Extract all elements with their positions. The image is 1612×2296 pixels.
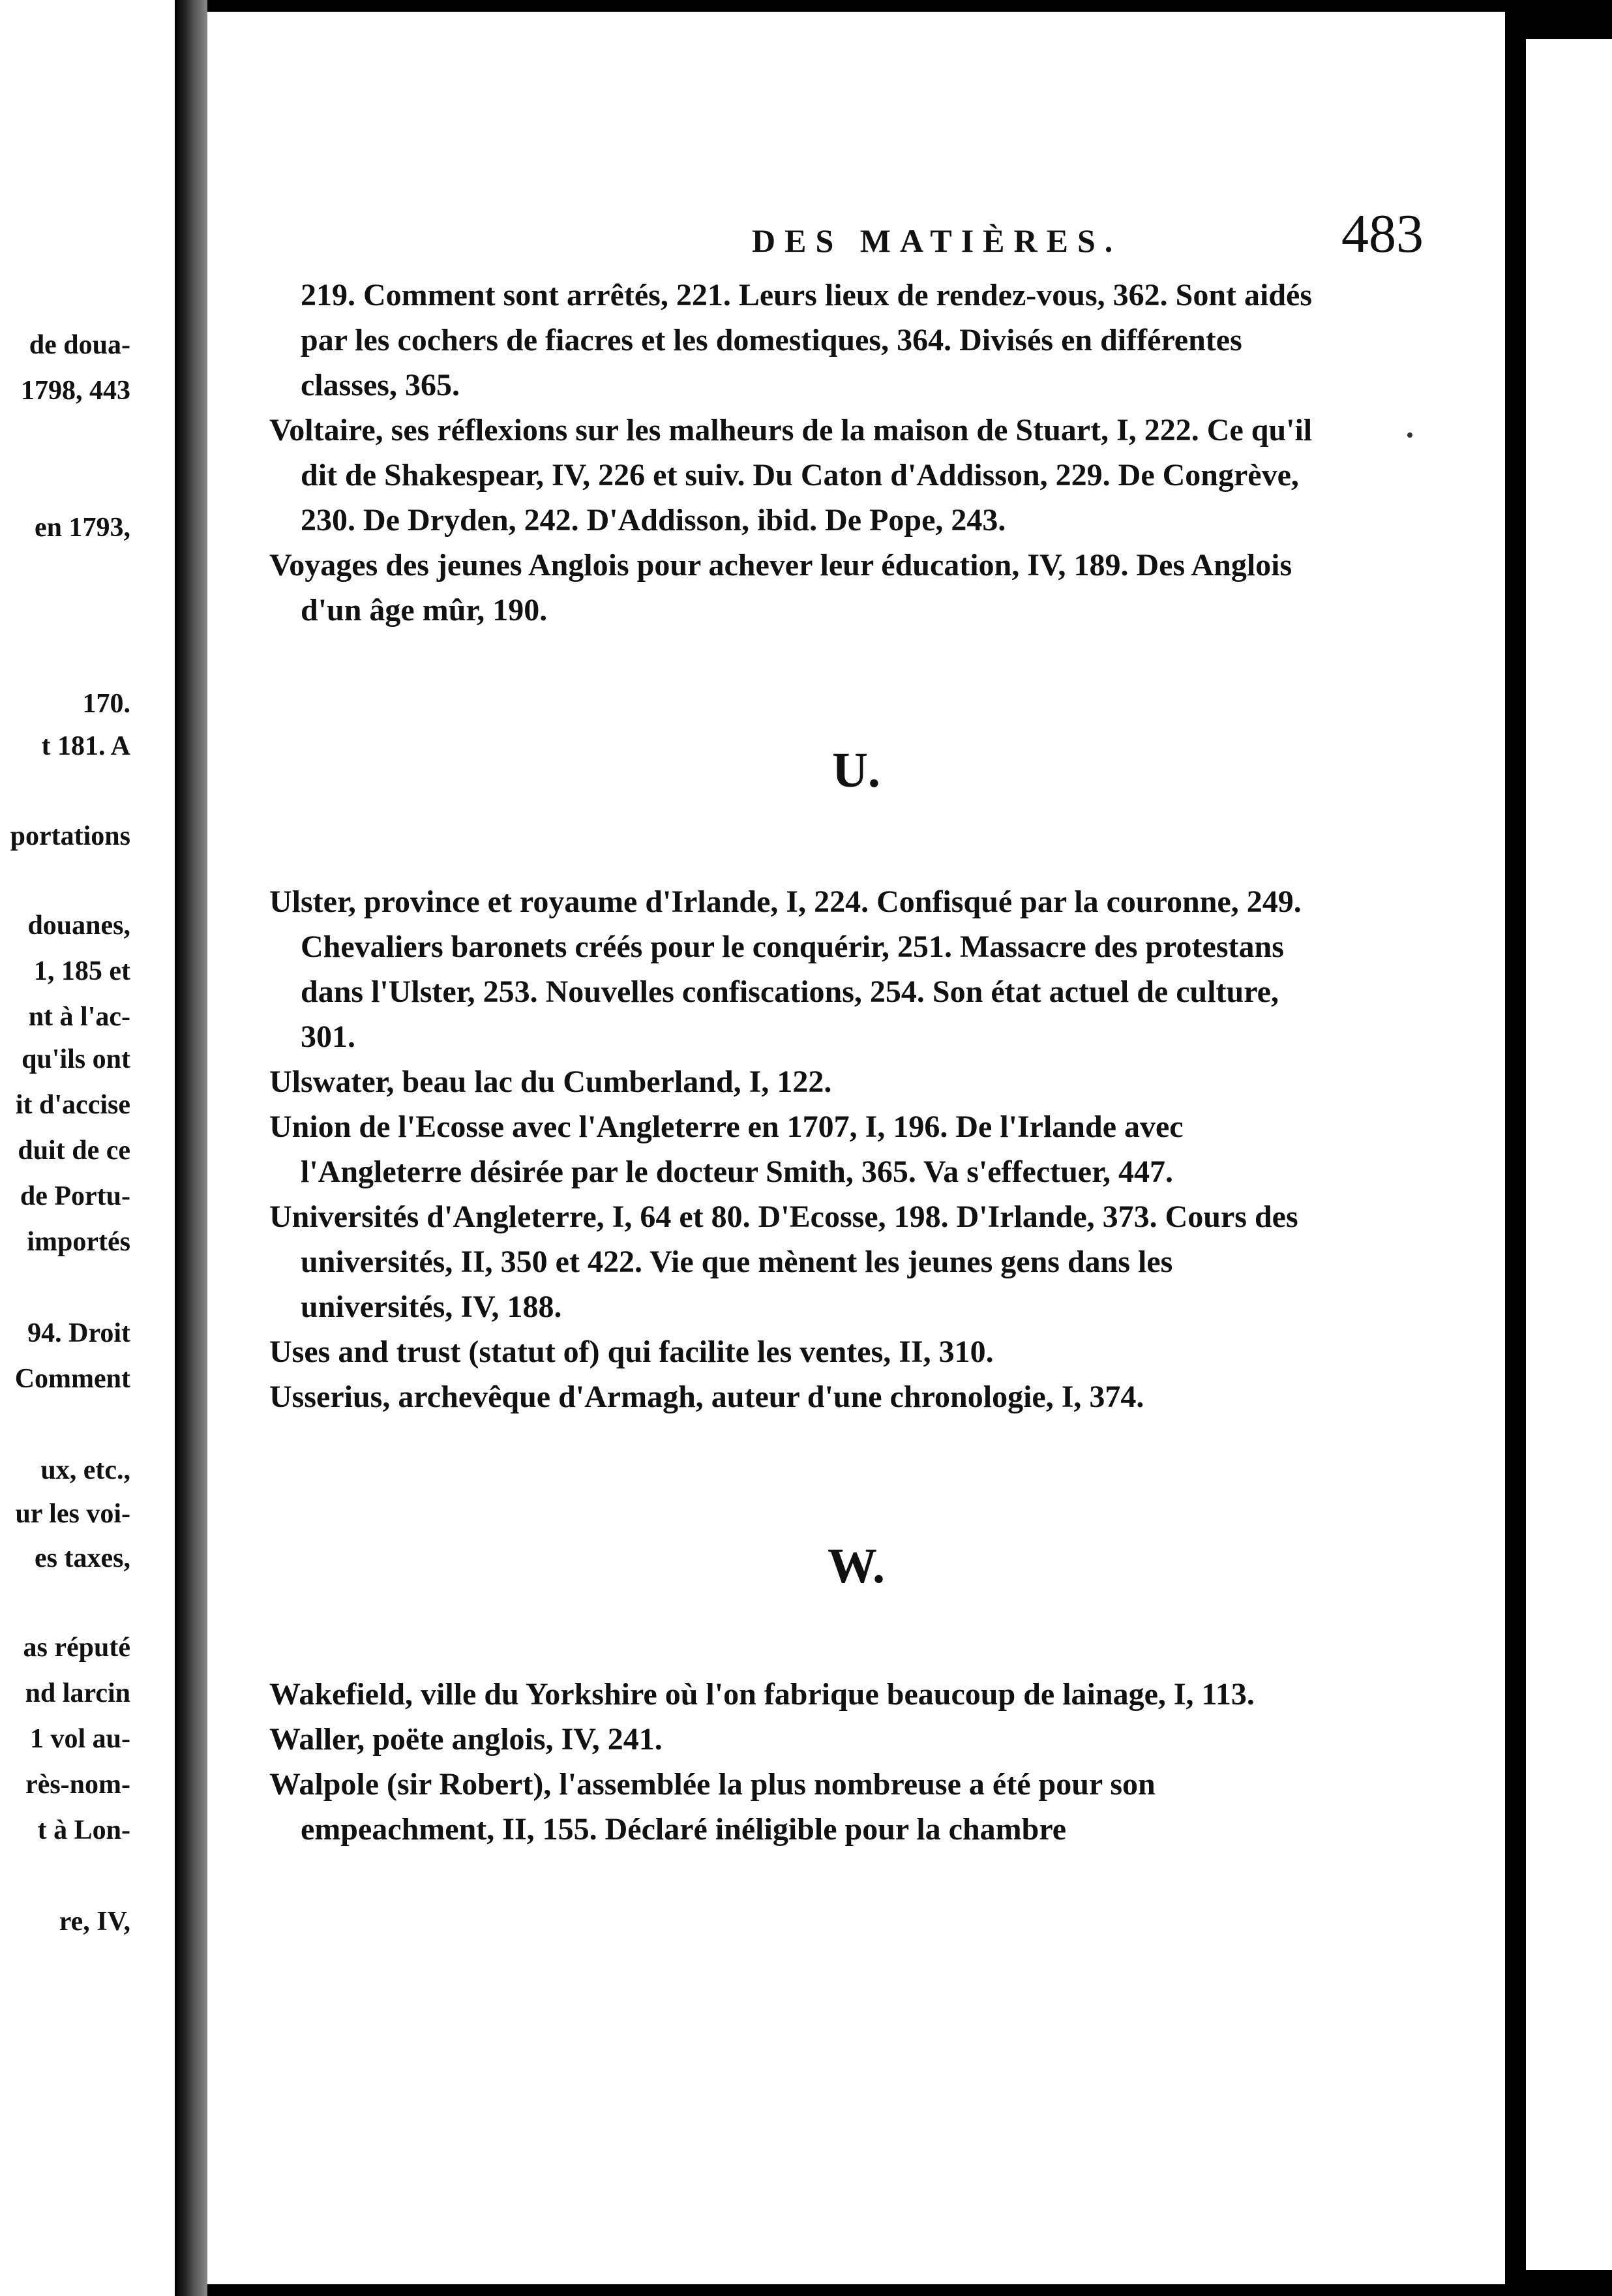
index-entry: Ulster, province et royaume d'Irlande, I, 224. Confisqué par la couronne, 249. Chevaliers baronets créés pour le conquérir, 251. Massacre des protestans dans l'Ulster, 253. Nouvelles confiscations, 254. Son état actuel de culture, 301. bbox=[269, 884, 1302, 1054]
index-entry: Walpole (sir Robert), l'assemblée la plus nombreuse a été pour son empeachment, II, 155. Déclaré inéligible pour la chambre bbox=[269, 1767, 1156, 1847]
index-block-top bbox=[269, 273, 1313, 633]
index-entry: Union de l'Ecosse avec l'Angleterre en 1707, I, 196. De l'Irlande avec l'Angleterre désirée par le docteur Smith, 365. Va s'effectuer, 447. bbox=[269, 1110, 1184, 1189]
facing-page-line: 1 vol au- bbox=[29, 1724, 130, 1754]
index-entry: Voyages des jeunes Anglois pour achever leur éducation, IV, 189. Des Anglois d'un âge mûr, 190. bbox=[269, 548, 1292, 627]
facing-page-line: rès-nom- bbox=[25, 1770, 130, 1800]
facing-page-line: 1, 185 et bbox=[33, 956, 130, 986]
facing-page-line: t à Lon- bbox=[37, 1815, 130, 1845]
next-page-edge bbox=[1526, 39, 1612, 2270]
facing-page-line: 170. bbox=[82, 689, 130, 719]
facing-page-line: es taxes, bbox=[35, 1543, 130, 1573]
facing-page-line: en 1793, bbox=[35, 513, 130, 543]
facing-page-line: it d'accise bbox=[15, 1090, 130, 1120]
running-title: DES MATIÈRES. bbox=[752, 222, 1122, 259]
facing-page-line: portations bbox=[10, 821, 130, 851]
index-block-w bbox=[269, 1672, 1313, 1852]
index-entry: Universités d'Angleterre, I, 64 et 80. D'Ecosse, 198. D'Irlande, 373. Cours des universités, II, 350 et 422. Vie que mènent les jeunes gens dans les universités, IV, 188. bbox=[269, 1200, 1298, 1324]
facing-page-line: ur les voi- bbox=[15, 1499, 130, 1529]
ink-speck bbox=[1407, 432, 1412, 438]
facing-page-line: importés bbox=[27, 1227, 130, 1257]
index-block-u bbox=[269, 879, 1313, 1419]
book-gutter bbox=[175, 0, 207, 2296]
facing-page-line: qu'ils ont bbox=[22, 1044, 130, 1074]
section-heading-w: W. bbox=[827, 1539, 886, 1594]
index-entry: Usserius, archevêque d'Armagh, auteur d'une chronologie, I, 374. bbox=[269, 1380, 1144, 1414]
facing-page-line: duit de ce bbox=[18, 1136, 130, 1166]
index-page bbox=[207, 12, 1505, 2284]
facing-page-line: as réputé bbox=[23, 1633, 130, 1663]
facing-page bbox=[0, 0, 175, 2296]
index-entry: 219. Comment sont arrêtés, 221. Leurs lieux de rendez-vous, 362. Sont aidés par les cochers de fiacres et les domestiques, 364. Divisés en différentes classes, 365. bbox=[301, 278, 1313, 402]
facing-page-line: nt à l'ac- bbox=[28, 1002, 130, 1032]
facing-page-line: douanes, bbox=[27, 911, 130, 941]
index-entry: Uses and trust (statut of) qui facilite les ventes, II, 310. bbox=[269, 1335, 994, 1369]
facing-page-line: ux, etc., bbox=[40, 1455, 130, 1485]
facing-page-line: re, IV, bbox=[59, 1907, 130, 1937]
facing-page-line: 94. Droit bbox=[27, 1318, 130, 1348]
facing-page-line: de Portu- bbox=[20, 1181, 130, 1211]
facing-page-line: de doua- bbox=[29, 330, 130, 360]
facing-page-line: t 181. A bbox=[41, 731, 130, 761]
index-entry: Waller, poëte anglois, IV, 241. bbox=[269, 1722, 663, 1757]
facing-page-line: Comment bbox=[14, 1364, 130, 1394]
section-heading-u: U. bbox=[832, 743, 880, 798]
index-entry: Voltaire, ses réflexions sur les malheurs de la maison de Stuart, I, 222. Ce qu'il dit de Shakespear, IV, 226 et suiv. Du Caton d'Addisson, 229. De Congrève, 230. De Dryden, 242. D'Addisson, ibid. De Pope, 243. bbox=[269, 413, 1313, 537]
index-entry: Ulswater, beau lac du Cumberland, I, 122. bbox=[269, 1065, 832, 1099]
facing-page-line: nd larcin bbox=[25, 1678, 130, 1708]
page-number: 483 bbox=[1341, 204, 1424, 264]
page-header bbox=[543, 202, 1424, 264]
index-entry: Wakefield, ville du Yorkshire où l'on fabrique beaucoup de lainage, I, 113. bbox=[269, 1677, 1255, 1712]
facing-page-line: 1798, 443 bbox=[21, 376, 130, 406]
